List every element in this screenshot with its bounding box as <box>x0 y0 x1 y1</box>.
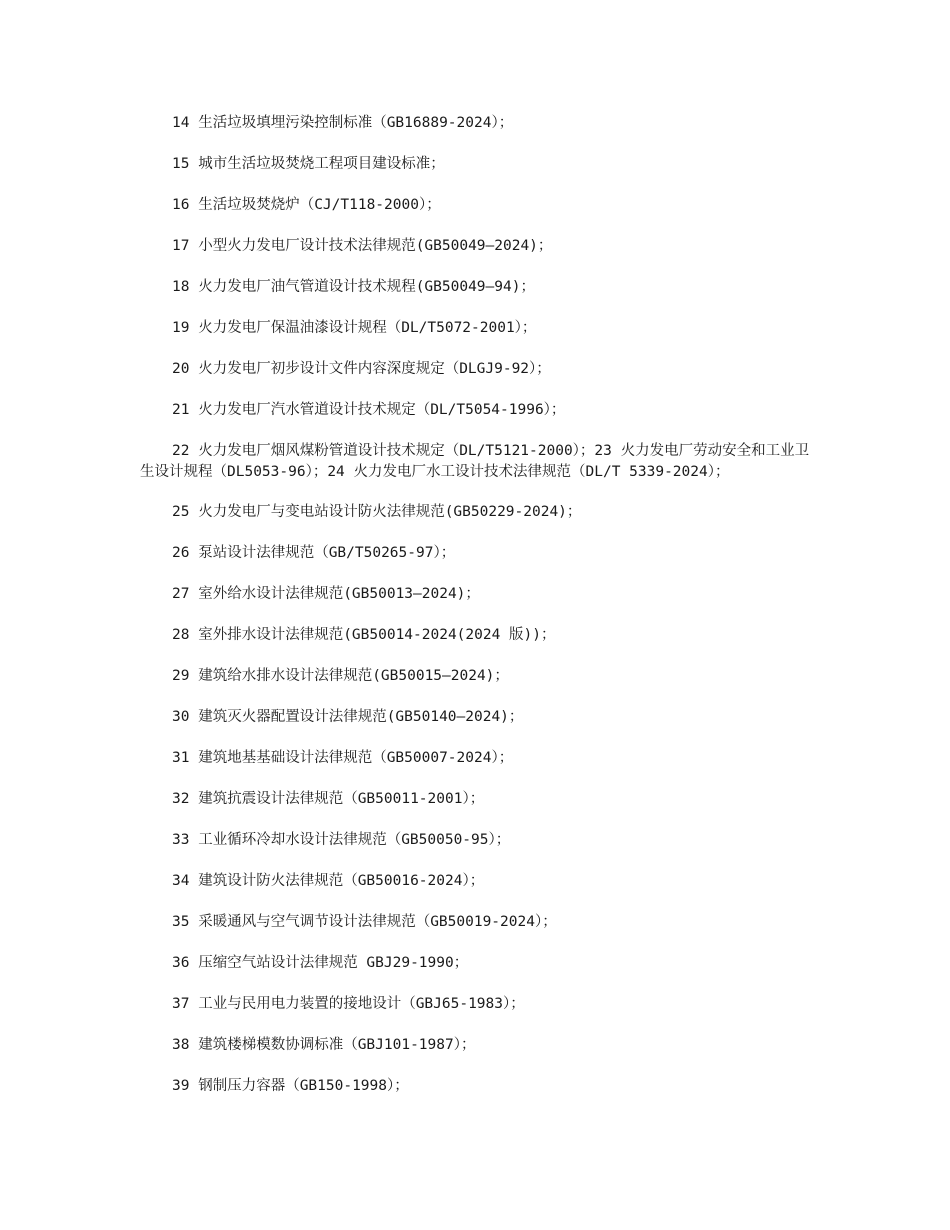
list-item: 20 火力发电厂初步设计文件内容深度规定（DLGJ9-92）； <box>172 361 551 377</box>
list-item: 35 采暖通风与空气调节设计法律规范（GB50019-2024）； <box>172 914 557 930</box>
list-item: 22 火力发电厂烟风煤粉管道设计技术规定（DL/T5121-2000）；23 火力发电厂劳动安全和工业卫生设计规程（DL5053-96）；24 火力发电厂水工设计技术法律规范（DL/T 5339-2024）； <box>140 443 810 480</box>
list-item: 39 钢制压力容器（GB150-1998）； <box>172 1078 409 1094</box>
list-item: 31 建筑地基基础设计法律规范（GB50007-2024）； <box>172 750 514 766</box>
list-item: 36 压缩空气站设计法律规范 GBJ29-1990； <box>172 955 469 971</box>
list-item: 38 建筑楼梯模数协调标准（GBJ101-1987）； <box>172 1037 476 1053</box>
list-item: 33 工业循环冷却水设计法律规范（GB50050-95）； <box>172 832 511 848</box>
list-item: 34 建筑设计防火法律规范（GB50016-2024）； <box>172 873 485 889</box>
list-item: 27 室外给水设计法律规范(GB50013—2024)； <box>172 586 480 602</box>
list-item: 17 小型火力发电厂设计技术法律规范(GB50049—2024)； <box>172 238 553 254</box>
list-item: 28 室外排水设计法律规范(GB50014-2024(2024 版))； <box>172 627 556 643</box>
list-item: 25 火力发电厂与变电站设计防火法律规范(GB50229-2024)； <box>172 504 582 520</box>
list-item: 26 泵站设计法律规范（GB/T50265-97）； <box>172 545 456 561</box>
list-item: 14 生活垃圾填埋污染控制标准（GB16889-2024）； <box>172 115 514 131</box>
standards-list <box>140 113 810 1117</box>
list-item: 21 火力发电厂汽水管道设计技术规定（DL/T5054-1996）； <box>172 402 566 418</box>
list-item: 32 建筑抗震设计法律规范（GB50011-2001）； <box>172 791 485 807</box>
list-item: 30 建筑灭火器配置设计法律规范(GB50140—2024)； <box>172 709 524 725</box>
list-item: 18 火力发电厂油气管道设计技术规程(GB50049—94)； <box>172 279 535 295</box>
list-item: 19 火力发电厂保温油漆设计规程（DL/T5072-2001）； <box>172 320 537 336</box>
list-item: 15 城市生活垃圾焚烧工程项目建设标准； <box>172 156 445 172</box>
list-item: 37 工业与民用电力装置的接地设计（GBJ65-1983）； <box>172 996 525 1012</box>
list-item: 29 建筑给水排水设计法律规范(GB50015—2024)； <box>172 668 509 684</box>
list-item: 16 生活垃圾焚烧炉（CJ/T118-2000）； <box>172 197 441 213</box>
